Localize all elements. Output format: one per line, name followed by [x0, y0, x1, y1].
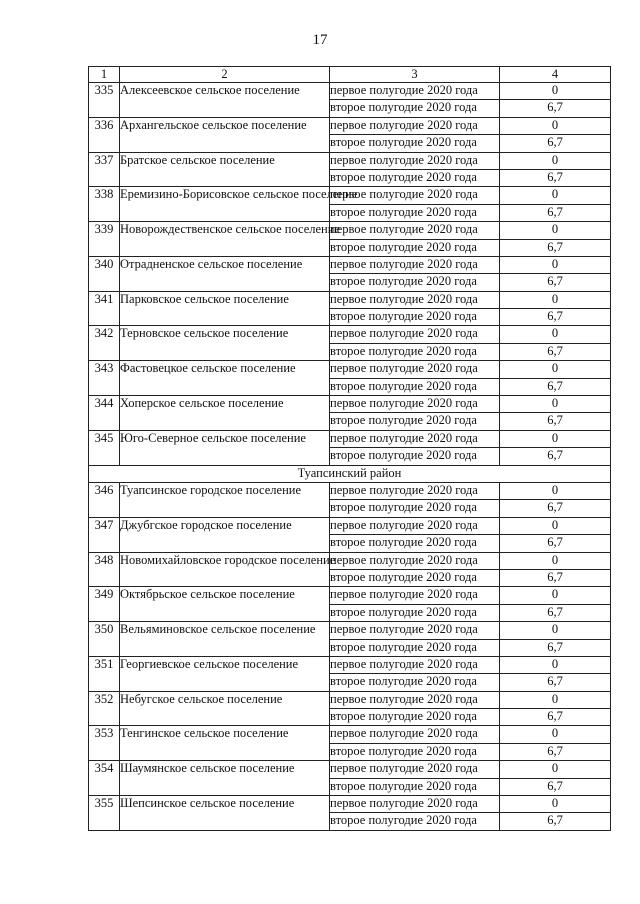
period-value: 6,7 [500, 778, 611, 795]
period-value: 6,7 [500, 239, 611, 256]
period-value: 6,7 [500, 274, 611, 291]
period-value: 0 [500, 691, 611, 708]
settlement-name: Еремизино-Борисовское сельское поселение [120, 187, 330, 222]
district-row [89, 465, 611, 482]
table-row [89, 361, 611, 378]
period-label: второе полугодие 2020 года [330, 639, 500, 656]
district-heading: Туапсинский район [89, 465, 611, 482]
settlement-name: Георгиевское сельское поселение [120, 656, 330, 691]
period-label: первое полугодие 2020 года [330, 517, 500, 534]
settlement-name: Фастовецкое сельское поселение [120, 361, 330, 396]
period-value: 0 [500, 656, 611, 673]
header-cell-4: 4 [500, 67, 611, 83]
table-row [89, 482, 611, 499]
settlement-name: Парковское сельское поселение [120, 291, 330, 326]
period-value: 6,7 [500, 448, 611, 465]
settlement-name: Небугское сельское поселение [120, 691, 330, 726]
row-number: 346 [89, 482, 120, 517]
table-row [89, 187, 611, 204]
settlement-name: Шаумянское сельское поселение [120, 761, 330, 796]
row-number: 336 [89, 117, 120, 152]
data-table [88, 66, 611, 831]
period-label: первое полугодие 2020 года [330, 726, 500, 743]
period-label: второе полугодие 2020 года [330, 274, 500, 291]
table-row [89, 152, 611, 169]
period-value: 6,7 [500, 604, 611, 621]
table-row [89, 222, 611, 239]
row-number: 355 [89, 796, 120, 831]
period-value: 0 [500, 396, 611, 413]
period-value: 6,7 [500, 674, 611, 691]
settlement-name: Туапсинское городское поселение [120, 482, 330, 517]
period-value: 0 [500, 552, 611, 569]
row-number: 344 [89, 396, 120, 431]
table-row [89, 622, 611, 639]
period-value: 0 [500, 430, 611, 447]
period-value: 0 [500, 361, 611, 378]
period-value: 6,7 [500, 135, 611, 152]
settlement-name: Архангельское сельское поселение [120, 117, 330, 152]
settlement-name: Вельяминовское сельское поселение [120, 622, 330, 657]
settlement-name: Октябрьское сельское поселение [120, 587, 330, 622]
table-row [89, 796, 611, 813]
settlement-name: Юго-Северное сельское поселение [120, 430, 330, 465]
period-value: 6,7 [500, 309, 611, 326]
period-label: первое полугодие 2020 года [330, 396, 500, 413]
period-value: 0 [500, 761, 611, 778]
settlement-name: Тенгинское сельское поселение [120, 726, 330, 761]
period-value: 0 [500, 256, 611, 273]
period-label: первое полугодие 2020 года [330, 326, 500, 343]
period-label: второе полугодие 2020 года [330, 309, 500, 326]
table-body [89, 67, 611, 831]
table-row [89, 117, 611, 134]
period-label: второе полугодие 2020 года [330, 535, 500, 552]
header-row [89, 67, 611, 83]
table-row [89, 256, 611, 273]
period-value: 6,7 [500, 413, 611, 430]
period-label: первое полугодие 2020 года [330, 222, 500, 239]
period-value: 6,7 [500, 813, 611, 830]
period-value: 0 [500, 796, 611, 813]
period-label: второе полугодие 2020 года [330, 743, 500, 760]
period-label: первое полугодие 2020 года [330, 656, 500, 673]
table-row [89, 691, 611, 708]
settlement-name: Новомихайловское городское поселение [120, 552, 330, 587]
table-row [89, 656, 611, 673]
row-number: 341 [89, 291, 120, 326]
period-value: 6,7 [500, 204, 611, 221]
period-label: первое полугодие 2020 года [330, 430, 500, 447]
row-number: 349 [89, 587, 120, 622]
settlement-name: Хоперское сельское поселение [120, 396, 330, 431]
period-label: первое полугодие 2020 года [330, 796, 500, 813]
row-number: 350 [89, 622, 120, 657]
period-value: 6,7 [500, 743, 611, 760]
period-label: первое полугодие 2020 года [330, 361, 500, 378]
table-row [89, 326, 611, 343]
table-row [89, 761, 611, 778]
period-value: 6,7 [500, 535, 611, 552]
period-label: первое полугодие 2020 года [330, 291, 500, 308]
period-label: первое полугодие 2020 года [330, 256, 500, 273]
period-label: второе полугодие 2020 года [330, 169, 500, 186]
row-number: 347 [89, 517, 120, 552]
period-value: 0 [500, 291, 611, 308]
period-value: 0 [500, 517, 611, 534]
table-row [89, 430, 611, 447]
row-number: 351 [89, 656, 120, 691]
period-value: 0 [500, 83, 611, 100]
period-label: второе полугодие 2020 года [330, 604, 500, 621]
table-row [89, 517, 611, 534]
row-number: 339 [89, 222, 120, 257]
row-number: 348 [89, 552, 120, 587]
row-number: 337 [89, 152, 120, 187]
period-value: 0 [500, 222, 611, 239]
table-row [89, 587, 611, 604]
period-value: 0 [500, 726, 611, 743]
settlement-name: Терновское сельское поселение [120, 326, 330, 361]
period-label: второе полугодие 2020 года [330, 239, 500, 256]
header-cell-1: 1 [89, 67, 120, 83]
row-number: 338 [89, 187, 120, 222]
period-value: 6,7 [500, 100, 611, 117]
period-value: 6,7 [500, 569, 611, 586]
period-value: 0 [500, 587, 611, 604]
settlement-name: Шепсинское сельское поселение [120, 796, 330, 831]
period-label: второе полугодие 2020 года [330, 413, 500, 430]
period-label: первое полугодие 2020 года [330, 691, 500, 708]
period-value: 6,7 [500, 639, 611, 656]
period-label: второе полугодие 2020 года [330, 569, 500, 586]
period-label: второе полугодие 2020 года [330, 135, 500, 152]
period-value: 0 [500, 187, 611, 204]
settlement-name: Отрадненское сельское поселение [120, 256, 330, 291]
period-label: второе полугодие 2020 года [330, 813, 500, 830]
settlement-name: Джубгское городское поселение [120, 517, 330, 552]
header-cell-2: 2 [120, 67, 330, 83]
period-label: первое полугодие 2020 года [330, 83, 500, 100]
period-label: второе полугодие 2020 года [330, 204, 500, 221]
period-value: 0 [500, 152, 611, 169]
period-label: второе полугодие 2020 года [330, 500, 500, 517]
period-label: второе полугодие 2020 года [330, 378, 500, 395]
period-value: 0 [500, 326, 611, 343]
row-number: 352 [89, 691, 120, 726]
table-row [89, 291, 611, 308]
period-label: первое полугодие 2020 года [330, 482, 500, 499]
row-number: 353 [89, 726, 120, 761]
settlement-name: Новорождественское сельское поселение [120, 222, 330, 257]
period-value: 6,7 [500, 343, 611, 360]
row-number: 342 [89, 326, 120, 361]
period-label: второе полугодие 2020 года [330, 709, 500, 726]
row-number: 343 [89, 361, 120, 396]
row-number: 335 [89, 83, 120, 118]
period-label: первое полугодие 2020 года [330, 152, 500, 169]
period-value: 0 [500, 482, 611, 499]
period-label: первое полугодие 2020 года [330, 622, 500, 639]
period-label: второе полугодие 2020 года [330, 674, 500, 691]
period-label: первое полугодие 2020 года [330, 117, 500, 134]
table-row [89, 396, 611, 413]
page-number: 17 [312, 32, 328, 48]
period-value: 6,7 [500, 169, 611, 186]
period-label: второе полугодие 2020 года [330, 343, 500, 360]
period-value: 0 [500, 117, 611, 134]
period-value: 6,7 [500, 709, 611, 726]
period-label: второе полугодие 2020 года [330, 100, 500, 117]
settlement-name: Алексеевское сельское поселение [120, 83, 330, 118]
table-row [89, 83, 611, 100]
header-cell-3: 3 [330, 67, 500, 83]
period-label: первое полугодие 2020 года [330, 761, 500, 778]
settlement-name: Братское сельское поселение [120, 152, 330, 187]
period-label: второе полугодие 2020 года [330, 778, 500, 795]
table-row [89, 726, 611, 743]
period-value: 6,7 [500, 378, 611, 395]
row-number: 354 [89, 761, 120, 796]
period-value: 0 [500, 622, 611, 639]
row-number: 340 [89, 256, 120, 291]
period-label: первое полугодие 2020 года [330, 187, 500, 204]
row-number: 345 [89, 430, 120, 465]
table-row [89, 552, 611, 569]
period-label: первое полугодие 2020 года [330, 552, 500, 569]
period-label: второе полугодие 2020 года [330, 448, 500, 465]
period-label: первое полугодие 2020 года [330, 587, 500, 604]
period-value: 6,7 [500, 500, 611, 517]
